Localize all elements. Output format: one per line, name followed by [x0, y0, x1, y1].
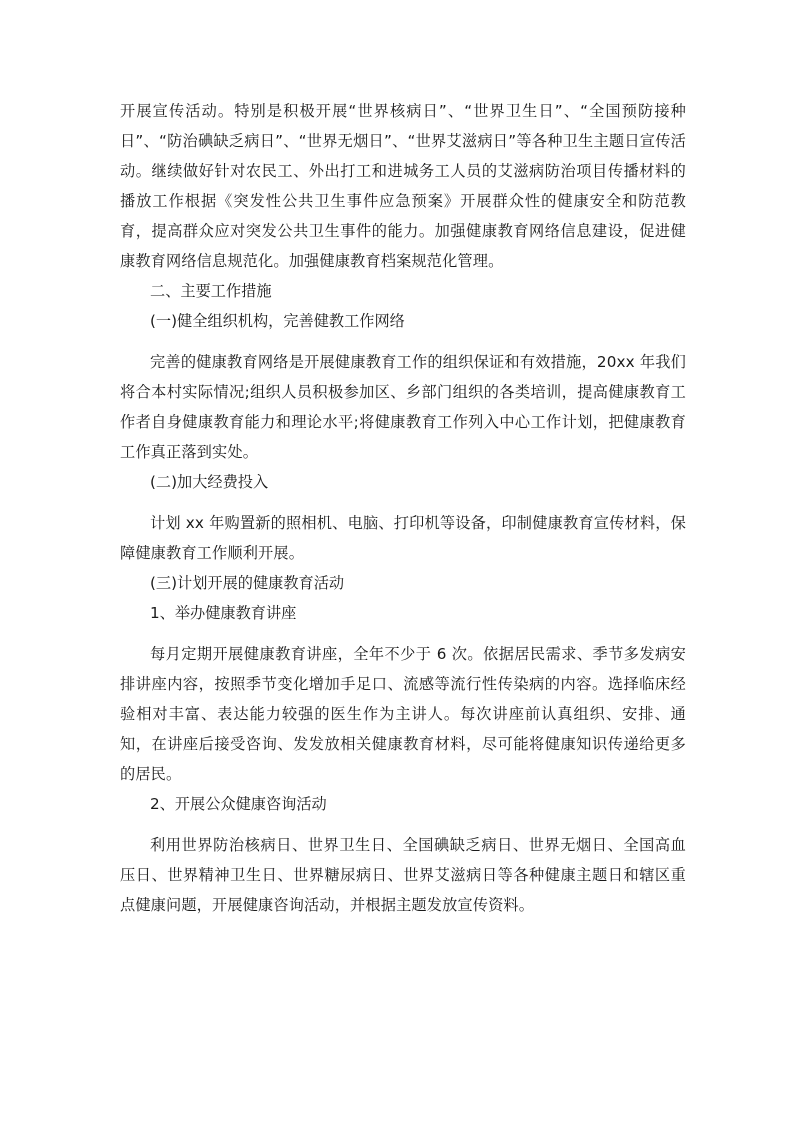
paragraph-funding: 计划 xx 年购置新的照相机、电脑、打印机等设备，印制健康教育宣传材料，保障健康教育工作顺利开展。	[120, 514, 686, 562]
paragraph-consultation: 利用世界防治核病日、世界卫生日、全国碘缺乏病日、世界无烟日、全国高血压日、世界精神卫生日、世界糖尿病日、世界艾滋病日等各种健康主题日和辖区重点健康问题，开展健康咨询活动，并根据主题发放宣传资料。	[120, 836, 686, 914]
subheading-organization: (一)健全组织机构，完善健教工作网络	[150, 312, 405, 330]
paragraph-organization: 完善的健康教育网络是开展健康教育工作的组织保证和有效措施，20xx 年我们将合本村实际情况;组织人员积极参加区、乡部门组织的各类培训，提高健康教育工作者自身健康教育能力和理论水平;将健康教育工作列入中心工作计划，把健康教育工作真正落到实处。	[120, 353, 686, 461]
subheading-planned-activities: (三)计划开展的健康教育活动	[150, 574, 345, 592]
document-body	[120, 96, 686, 920]
paragraph-publicity-activities: 开展宣传活动。特别是积极开展“世界核病日”、“世界卫生日”、“全国预防接种日”、“防治碘缺乏病日”、“世界无烟日”、“世界艾滋病日”等各种卫生主题日宣传活动。继续做好针对农民工、外出打工和进城务工人员的艾滋病防治项目传播材料的播放工作根据《突发性公共卫生事件应急预案》开展群众性的健康安全和防范教育，提高群众应对突发公共卫生事件的能力。加强健康教育网络信息建设，促进健康教育网络信息规范化。加强健康教育档案规范化管理。	[120, 102, 686, 270]
subheading-funding: (二)加大经费投入	[150, 473, 269, 491]
paragraph-lectures: 每月定期开展健康教育讲座，全年不少于 6 次。依据居民需求、季节多发病安排讲座内容，按照季节变化增加手足口、流感等流行性传染病的内容。选择临床经验相对丰富、表达能力较强的医生作为主讲人。每次讲座前认真组织、安排、通知，在讲座后接受咨询、发发放相关健康教育材料，尽可能将健康知识传递给更多的居民。	[120, 645, 686, 783]
subheading-consultation: 2、开展公众健康咨询活动	[150, 795, 327, 813]
subheading-lectures: 1、举办健康教育讲座	[150, 604, 297, 622]
section-heading-main-measures: 二、主要工作措施	[150, 282, 272, 300]
